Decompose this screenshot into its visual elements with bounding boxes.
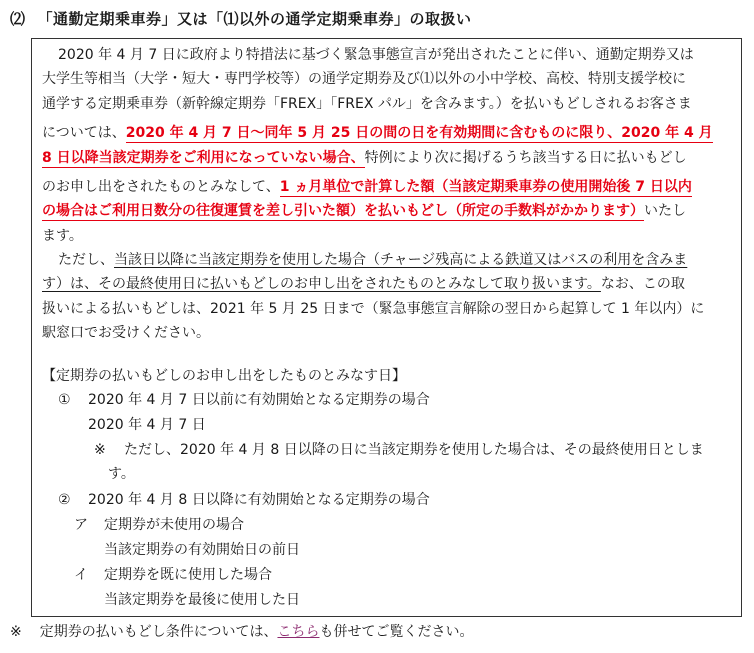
list-item-1-value: 2020 年 4 月 7 日 [88,417,206,433]
paragraph-1-line-5 [42,148,687,168]
paragraph-1-line-4 [42,123,713,143]
emphasis-condition: 8 日以降当該定期券をご利用になっていない場合、 [42,150,365,166]
text-segment: いたし [644,203,686,219]
list-item-1-text: 2020 年 4 月 7 日以前に有効開始となる定期券の場合 [88,392,430,408]
emphasis-amount: 1 ヵ月単位で計算した額（当該定期乗車券の使用開始後 7 日以内 [279,179,692,195]
content-box [31,38,742,617]
text-segment: なお、この取 [600,276,685,292]
paragraph-1-line-8: ます。 [42,228,83,244]
list-item-2-text: 2020 年 4 月 8 日以降に有効開始となる定期券の場合 [88,492,430,508]
paragraph-1-line-7 [42,201,686,221]
list-item-1-note-line-1: ただし、2020 年 4 月 8 日以降の日に当該定期券を使用した場合は、その最終使用日としま [124,442,704,458]
sub-item-a-marker: ア [74,517,88,533]
sub-item-i-value: 当該定期券を最後に使用した日 [104,592,300,608]
sub-item-i-text: 定期券を既に使用した場合 [104,567,272,583]
section-number: ⑵ [10,10,26,28]
underlined-condition: す）は、その最終使用日に払いもどしのお申し出をされたものとみなして取り扱います。 [42,276,601,292]
sub-item-a-value: 当該定期券の有効開始日の前日 [104,542,300,558]
sub-item-i-marker: イ [74,567,88,583]
text-segment: 特例により次に掲げるうち該当する日に払いもどし [364,150,687,166]
paragraph-1-line-6 [42,177,692,197]
paragraph-2-line-4: 駅窓口でお受けください。 [42,325,210,341]
sub-item-a-text: 定期券が未使用の場合 [104,517,244,533]
section-heading [10,8,472,29]
footer-note [10,622,473,642]
list-heading: 【定期券の払いもどしのお申し出をしたものとみなす日】 [42,368,406,384]
conditions-link[interactable]: こちら [277,624,320,640]
emphasis-refund: の場合はご利用日数分の往復運賃を差し引いた額）を払いもどし（所定の手数料がかかります） [42,203,644,219]
paragraph-1-line-3: 通学する定期乗車券（新幹線定期券「FREX」「FREX パル」を含みます。）を払いもどしされるお客さま [42,96,692,112]
underlined-condition: 当該日以降に当該定期券を使用した場合（チャージ残高による鉄道又はバスの利用を含みま [114,252,688,268]
list-item-2-marker: ② [58,492,71,508]
footer-text-end: も併せてご覧ください。 [319,624,474,640]
text-segment: については、 [42,125,126,141]
text-segment: ただし、 [58,252,114,268]
list-item-1-marker: ① [58,392,71,408]
paragraph-2-line-2 [42,274,685,294]
footer-marker: ※ [10,624,22,640]
emphasis-period: 2020 年 4 月 7 日～同年 5 月 25 日の間の日を有効期間に含むものに限り、2020 年 4 月 [125,125,713,141]
paragraph-2-line-3: 扱いによる払いもどしは、2021 年 5 月 25 日まで（緊急事態宣言解除の翌日から起算して 1 年以内）に [42,301,705,317]
paragraph-2-line-1 [58,250,687,270]
list-item-1-note-marker: ※ [94,442,106,458]
paragraph-1-line-1: 2020 年 4 月 7 日に政府より特措法に基づく緊急事態宣言が発出されたことに伴い、通勤定期券又は [58,47,694,63]
paragraph-1-line-2: 大学生等相当（大学・短大・専門学校等）の通学定期券及び⑴以外の小中学校、高校、特別支援学校に [42,71,686,87]
list-item-1-note-line-2: す。 [108,466,135,482]
section-title: 「通勤定期乗車券」又は「⑴以外の通学定期乗車券」の取扱い [37,10,472,28]
text-segment: のお申し出をされたものとみなして、 [42,179,280,195]
footer-text: 定期券の払いもどし条件については、 [39,624,278,640]
